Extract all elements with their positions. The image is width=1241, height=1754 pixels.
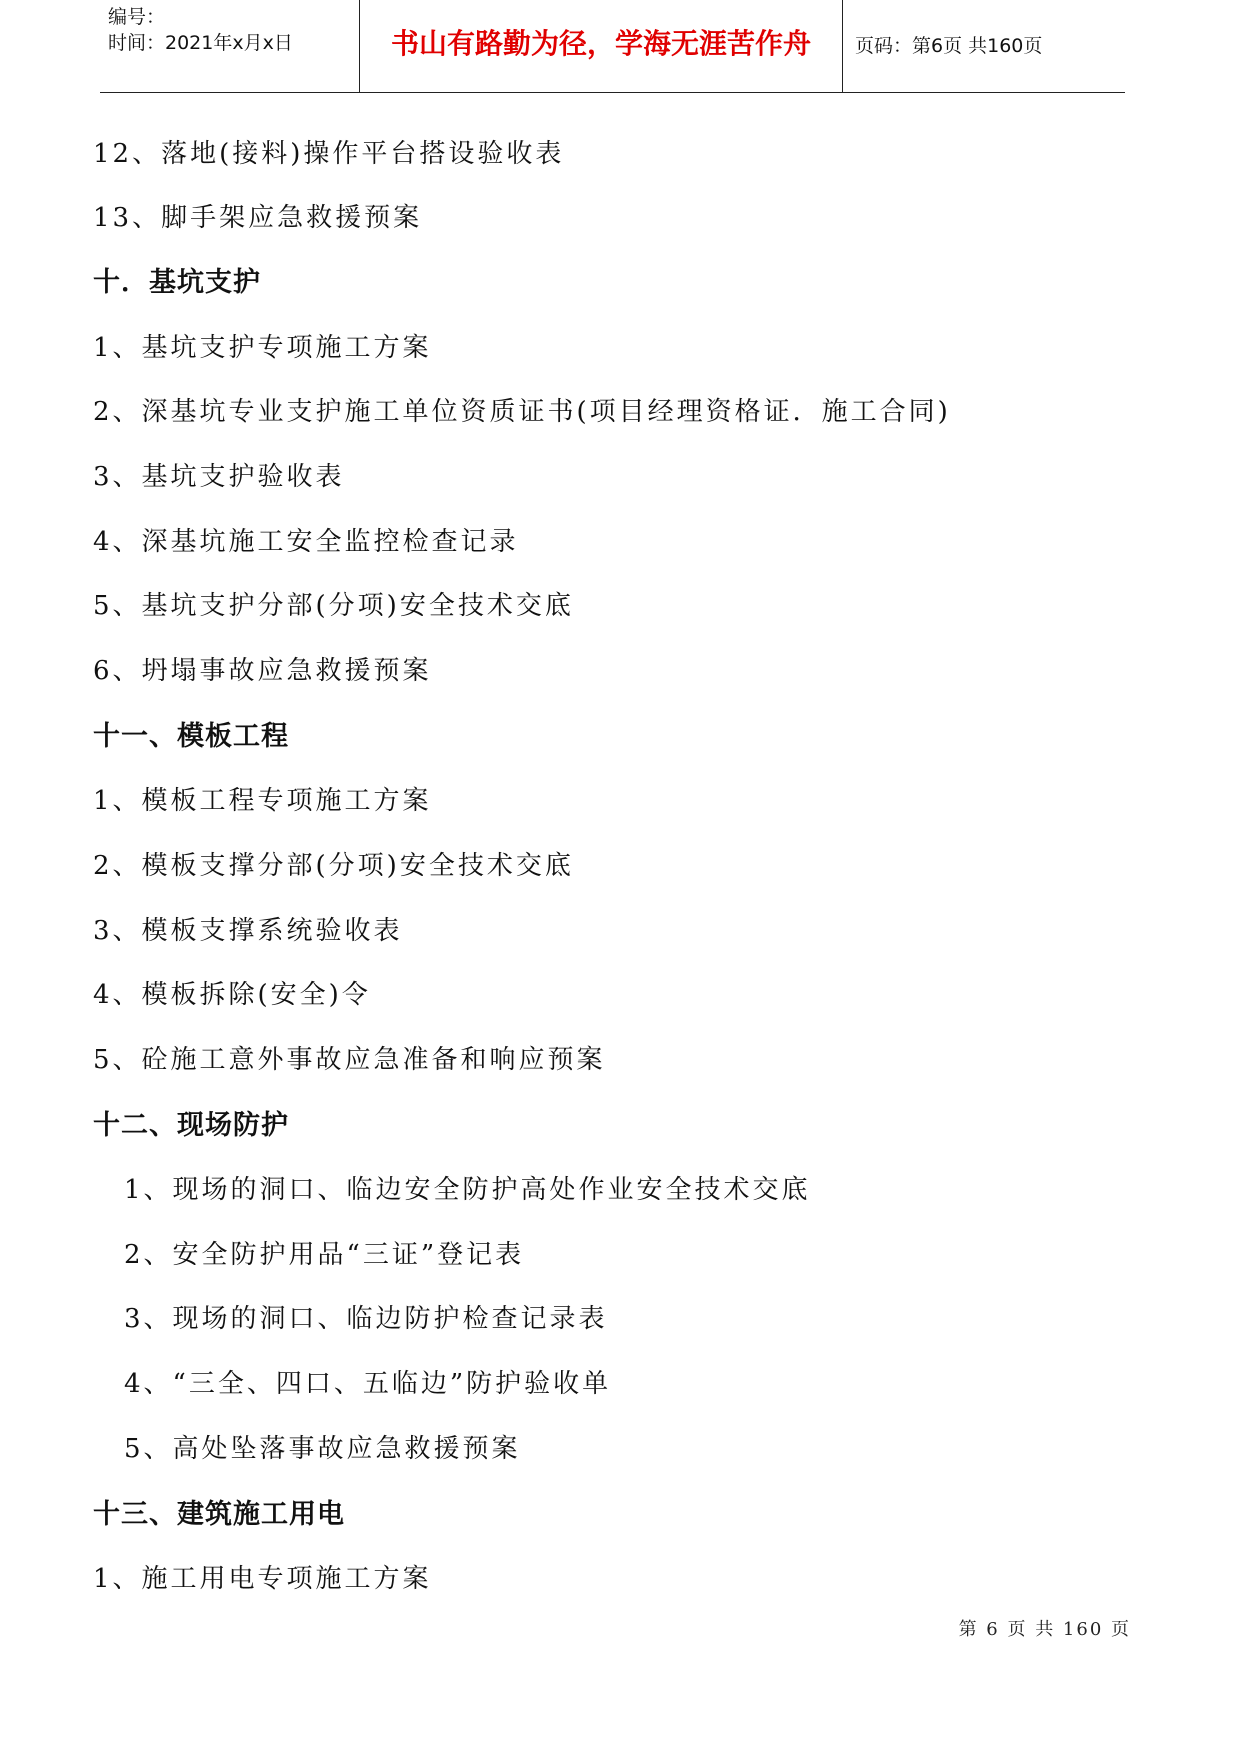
- list-item-protection-5: 5、高处坠落事故应急救援预案: [124, 1434, 521, 1464]
- header-time-label: 时间：2021年x月x日: [108, 32, 293, 54]
- section-heading-10: 十．基坑支护: [93, 267, 261, 298]
- list-item-scaffold-12: 12、落地(接料)操作平台搭设验收表: [93, 139, 565, 169]
- header-divider-right: [842, 0, 843, 92]
- list-item-formwork-3: 3、模板支撑系统验收表: [93, 916, 403, 946]
- list-item-formwork-2: 2、模板支撑分部(分项)安全技术交底: [93, 851, 574, 881]
- section-heading-11: 十一、模板工程: [93, 721, 289, 752]
- list-item-pit-5: 5、基坑支护分部(分项)安全技术交底: [93, 591, 574, 621]
- header-page-label: 页码：第6页 共160页: [855, 35, 1043, 57]
- list-item-formwork-4: 4、模板拆除(安全)令: [93, 980, 371, 1010]
- list-item-pit-3: 3、基坑支护验收表: [93, 462, 345, 492]
- page-footer: 第 6 页 共 160 页: [958, 1619, 1131, 1640]
- list-item-protection-2: 2、安全防护用品“三证”登记表: [124, 1240, 525, 1270]
- list-item-pit-6: 6、坍塌事故应急救援预案: [93, 656, 432, 686]
- list-item-pit-1: 1、基坑支护专项施工方案: [93, 333, 432, 363]
- section-heading-13: 十三、建筑施工用电: [93, 1499, 345, 1530]
- list-item-pit-4: 4、深基坑施工安全监控检查记录: [93, 527, 519, 557]
- list-item-protection-4: 4、“三全、四口、五临边”防护验收单: [124, 1369, 612, 1399]
- header-motto: 书山有路勤为径，学海无涯苦作舟: [390, 27, 811, 60]
- list-item-formwork-5: 5、砼施工意外事故应急准备和响应预案: [93, 1045, 606, 1075]
- list-item-protection-3: 3、现场的洞口、临边防护检查记录表: [124, 1304, 608, 1334]
- header-divider-left: [359, 0, 360, 92]
- page-header: [100, 0, 1125, 93]
- header-meta: [108, 4, 358, 56]
- header-number-label: 编号：: [108, 6, 166, 28]
- list-item-scaffold-13: 13、脚手架应急救援预案: [93, 203, 423, 233]
- list-item-protection-1: 1、现场的洞口、临边安全防护高处作业安全技术交底: [124, 1175, 811, 1205]
- section-heading-12: 十二、现场防护: [93, 1110, 289, 1141]
- list-item-formwork-1: 1、模板工程专项施工方案: [93, 786, 432, 816]
- list-item-pit-2: 2、深基坑专业支护施工单位资质证书(项目经理资格证．施工合同): [93, 397, 951, 427]
- list-item-electric-1: 1、施工用电专项施工方案: [93, 1564, 432, 1594]
